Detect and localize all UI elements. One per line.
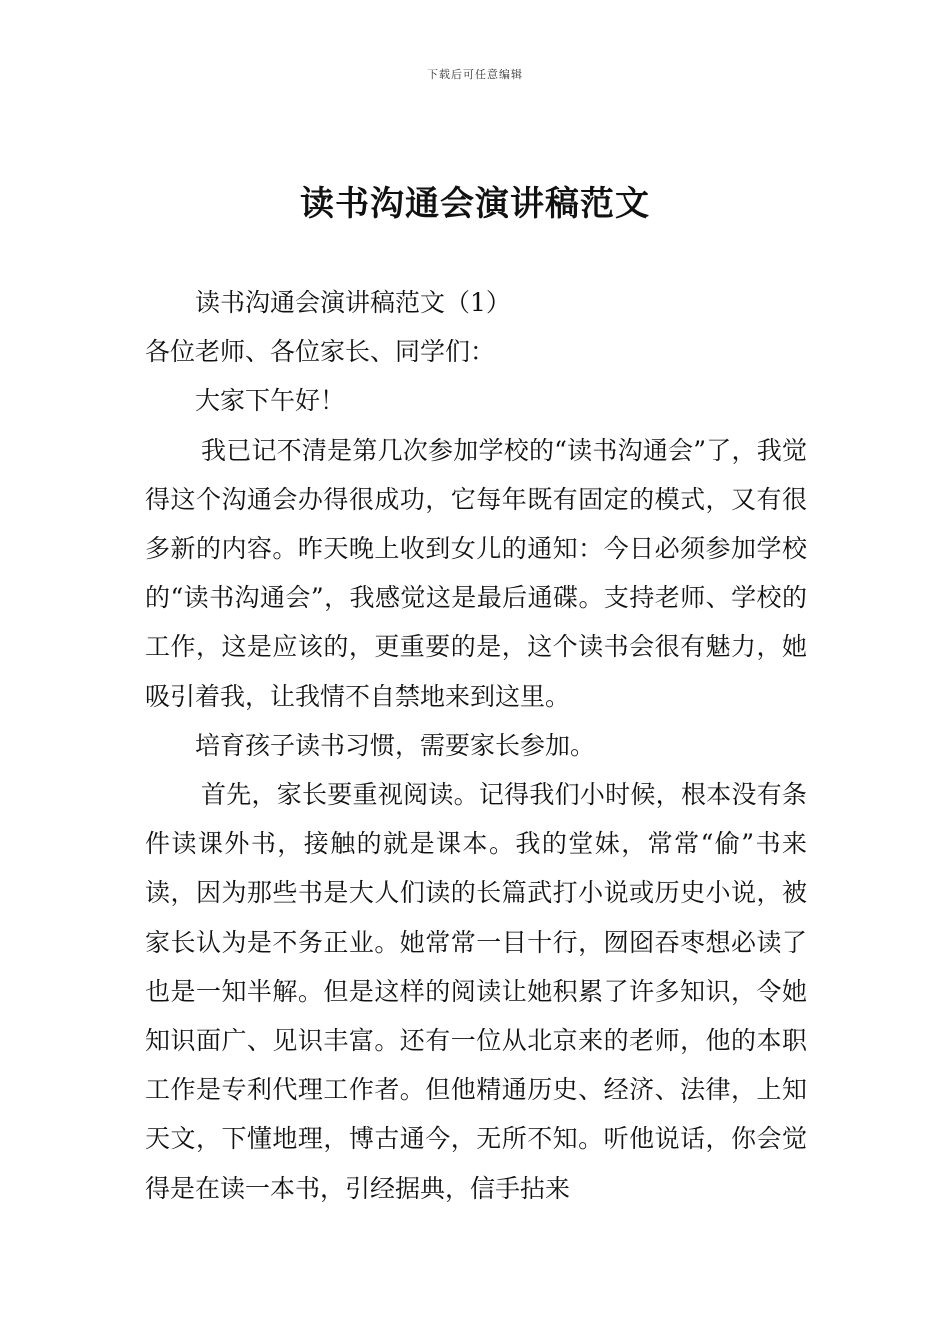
salutation: 各位老师、各位家长、同学们： xyxy=(145,337,496,367)
document-body xyxy=(145,278,807,1213)
section-heading: 读书沟通会演讲稿范文（1） xyxy=(195,288,511,317)
document-title: 读书沟通会演讲稿范文 xyxy=(300,184,650,224)
header-note: 下载后可任意编辑 xyxy=(427,68,523,81)
body-paragraph: 首先，家长要重视阅读。记得我们小时候，根本没有条件读课外书，接触的就是课本。我的堂妹，常常“偷”书来读，因为那些书是大人们读的长篇武打小说或历史小说，被家长认为是不务正业。她常常一目十行，囫囵吞枣想必读了也是一知半解。但是这样的阅读让她积累了许多知识，令她知识面广、见识丰富。还有一位从北京来的老师，他的本职工作是专利代理工作者。但他精通历史、经济、法律，上知天文，下懂地理，博古通今，无所不知。听他说话，你会觉得是在读一本书，引经据典，信手拈来 xyxy=(145,780,807,1203)
body-paragraph: 我已记不清是第几次参加学校的“读书沟通会”了，我觉得这个沟通会办得很成功，它每年既有固定的模式，又有很多新的内容。昨天晚上收到女儿的通知：今日必须参加学校的“读书沟通会”，我感觉这是最后通碟。支持老师、学校的工作，这是应该的，更重要的是，这个读书会很有魅力，她吸引着我，让我情不自禁地来到这里。 xyxy=(145,435,807,711)
body-paragraph: 培育孩子读书习惯，需要家长参加。 xyxy=(195,730,596,760)
greeting: 大家下午好！ xyxy=(195,386,346,416)
